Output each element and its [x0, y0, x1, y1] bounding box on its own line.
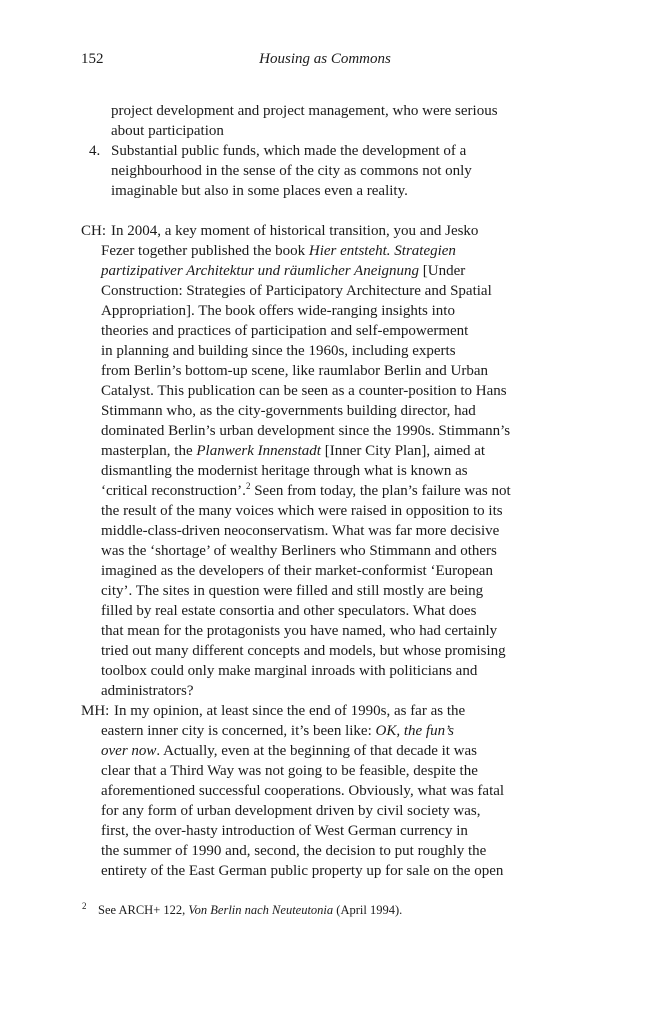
ch-line: in planning and building since the 1960s, including experts — [101, 343, 456, 359]
ch-line: Stimmann who, as the city-governments building director, had — [101, 403, 476, 419]
list-line: project development and project management, who were serious — [111, 103, 498, 119]
ch-line: the result of the many voices which were raised in opposition to its — [101, 503, 503, 519]
ch-line: Catalyst. This publication can be seen as a counter-position to Hans — [101, 383, 507, 399]
ch-line: was the ‘shortage’ of wealthy Berliners who Stimmann and others — [101, 543, 497, 559]
mh-line: over now. Actually, even at the beginning of that decade it was — [101, 743, 478, 759]
list-line: imaginable but also in some places even a reality. — [111, 183, 408, 199]
mh-line: entirety of the East German public property up for sale on the open — [101, 863, 504, 879]
ch-line: tried out many different concepts and models, but whose promising — [101, 643, 506, 659]
page-header — [0, 51, 650, 73]
speaker-mh: MH: — [81, 703, 110, 719]
list-line: neighbourhood in the sense of the city as commons not only — [111, 163, 472, 179]
speaker-ch: CH: — [81, 223, 107, 239]
mh-line: aforementioned successful cooperations. Obviously, what was fatal — [101, 783, 505, 799]
list-line: Substantial public funds, which made the development of a — [111, 143, 467, 159]
ch-line: In 2004, a key moment of historical transition, you and Jesko — [111, 223, 479, 239]
page-number: 152 — [81, 51, 104, 67]
ch-line: Appropriation]. The book offers wide-ranging insights into — [101, 303, 455, 319]
mh-line: eastern inner city is concerned, it’s been like: OK, the fun’s — [101, 723, 454, 739]
ch-line: ‘critical reconstruction’.$^2$ Seen from today, the plan’s failure was not — [101, 481, 511, 499]
footnote-number: 2 — [82, 901, 87, 911]
mh-line: for any form of urban development driven by civil society was, — [101, 803, 481, 819]
ch-line: city’. The sites in question were filled and still mostly are being — [101, 583, 484, 599]
ch-line: filled by real estate consortia and other speculators. What does — [101, 603, 477, 619]
ch-line: partizipativer Architektur und räumlicher Aneignung [Under — [101, 263, 466, 279]
list-number: 4. — [89, 143, 101, 159]
ch-line: imagined as the developers of their market-conformist ‘European — [101, 563, 493, 579]
ch-line: dismantling the modernist heritage through what is known as — [101, 463, 468, 479]
ch-line: toolbox could only make marginal inroads with politicians and — [101, 663, 478, 679]
ch-line: middle-class-driven neoconservatism. What was far more decisive — [101, 523, 500, 539]
mh-line: In my opinion, at least since the end of 1990s, as far as the — [114, 703, 466, 719]
ch-line: theories and practices of participation and self-empowerment — [101, 323, 469, 339]
footnote-text: See ARCH+ 122, Von Berlin nach Neuteutonia (April 1994). — [98, 903, 403, 917]
list-line: about participation — [111, 123, 224, 139]
ch-line: from Berlin’s bottom-up scene, like raumlabor Berlin and Urban — [101, 363, 488, 379]
ch-line: Fezer together published the book Hier entsteht. Strategien — [101, 243, 456, 259]
ch-line: that mean for the protagonists you have named, who had certainly — [101, 623, 498, 639]
running-title: Housing as Commons — [259, 51, 391, 67]
ch-line: masterplan, the Planwerk Innenstadt [Inner City Plan], aimed at — [101, 443, 486, 459]
mh-line: clear that a Third Way was not going to be feasible, despite the — [101, 763, 478, 779]
ch-line: administrators? — [101, 683, 194, 699]
ch-line: Construction: Strategies of Participatory Architecture and Spatial — [101, 283, 492, 299]
mh-line: first, the over-hasty introduction of West German currency in — [101, 823, 468, 839]
ch-line: dominated Berlin’s urban development since the 1990s. Stimmann’s — [101, 423, 511, 439]
footnote-marker: 2 — [245, 481, 251, 491]
mh-line: the summer of 1990 and, second, the decision to put roughly the — [101, 843, 487, 859]
